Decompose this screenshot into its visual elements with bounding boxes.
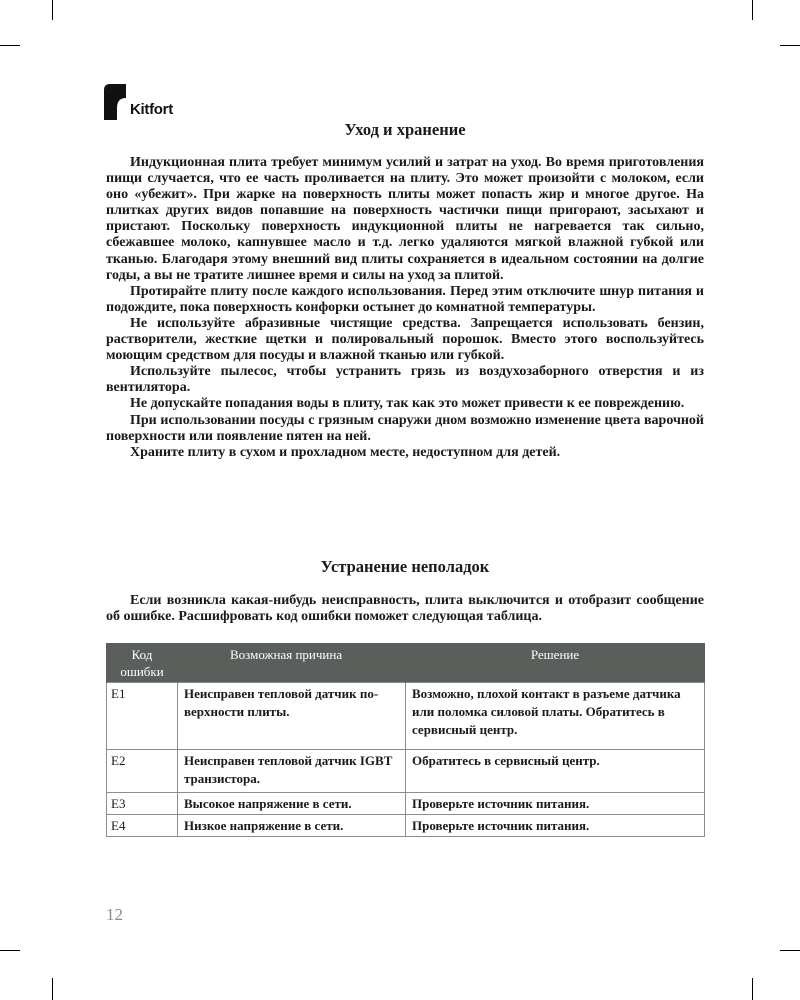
intro-paragraph: Если возникла какая-нибудь неисправность, плита выключится и отобразит сообщение об ошибке. Расшифровать код ошибки поможет следующая таблица. <box>106 593 704 625</box>
page-number: 12 <box>106 905 123 924</box>
table-row <box>107 793 705 815</box>
error-code: E1 <box>107 683 178 750</box>
error-code: E3 <box>107 793 178 815</box>
crop-mark <box>752 978 753 1000</box>
crop-mark <box>0 950 20 951</box>
error-solution: Проверьте источник питания. <box>406 815 705 837</box>
kitfort-logo-icon <box>104 84 126 120</box>
error-solution: Проверьте источник питания. <box>406 793 705 815</box>
brand-name: Kitfort <box>130 101 173 118</box>
table-header-row <box>107 643 705 683</box>
error-code: E4 <box>107 815 178 837</box>
care-title: Уход и хранение <box>344 120 466 139</box>
table-row <box>107 815 705 837</box>
care-paragraph: Не допускайте попадания воды в плиту, так как это может привести к ее повреждению. <box>130 396 685 412</box>
error-solution: Возможно, плохой контакт в разъеме датчика или поломка силовой платы. Обратитесь в сервисный центр. <box>406 683 705 750</box>
crop-mark <box>752 0 753 20</box>
crop-mark <box>52 978 53 1000</box>
care-paragraph: Протирайте плиту после каждого использования. Перед этим отключите шнур питания и подождите, пока поверхность конфорки остынет до комнатной температуры. <box>106 283 704 315</box>
troubleshooting-intro <box>106 593 704 625</box>
crop-mark <box>780 950 800 951</box>
header-code: Код ошибки <box>107 643 178 683</box>
troubleshooting-title: Устранение неполадок <box>320 557 490 576</box>
error-cause: Низкое напряжение в сети. <box>178 815 406 837</box>
care-paragraph: При использовании посуды с грязным снаружи дном возможно изменение цвета варочной поверхности или появление пятен на ней. <box>106 412 704 444</box>
crop-mark <box>0 45 20 46</box>
crop-mark <box>52 0 53 20</box>
care-text <box>106 155 704 461</box>
care-paragraph: Индукционная плита требует минимум усилий и затрат на уход. Во время приготовления пищи случается, что ее часть проливается на плиту. Это может произойти с молоком, если оно «убежит». При жарке на поверхность плиты может попасть жир и многое другое. На плитках других видов попавшие на поверхность частички пищи пригорают, засыхают и пристают. Поскольку поверхность индукционной плиты не нагревается так сильно, сбежавшее молоко, капнувшее масло и т.д. легко удаляются мягкой влажной губкой или тканью. Благодаря этому внешний вид плиты сохраняется в идеальном состоянии на долгие годы, а вы не тратите лишнее время и силы на уход за плитой. <box>106 155 704 283</box>
header-cause: Возможная причина <box>178 643 406 683</box>
error-cause: Высокое напряжение в сети. <box>178 793 406 815</box>
care-paragraph: Храните плиту в сухом и прохладном месте, недоступном для детей. <box>130 444 561 460</box>
error-cause: Неисправен тепловой датчик IGBT транзистора. <box>178 750 406 793</box>
care-paragraph: Используйте пылесос, чтобы устранить грязь из воздухозаборного отверстия и из вентилятора. <box>106 364 704 396</box>
table-row <box>107 683 705 750</box>
care-paragraph: Не используйте абразивные чистящие средства. Запрещается использовать бензин, растворители, жесткие щетки и полировальный порошок. Вместо этого воспользуйтесь моющим средством для посуды и влажной тканью или губкой. <box>106 315 704 364</box>
table-row <box>107 750 705 793</box>
error-code-table <box>106 643 705 837</box>
error-code: E2 <box>107 750 178 793</box>
error-cause: Неисправен тепловой датчик поверхности плиты. <box>178 683 406 750</box>
crop-mark <box>780 45 800 46</box>
error-solution: Обратитесь в сервисный центр. <box>406 750 705 793</box>
header-solution: Решение <box>406 643 705 683</box>
